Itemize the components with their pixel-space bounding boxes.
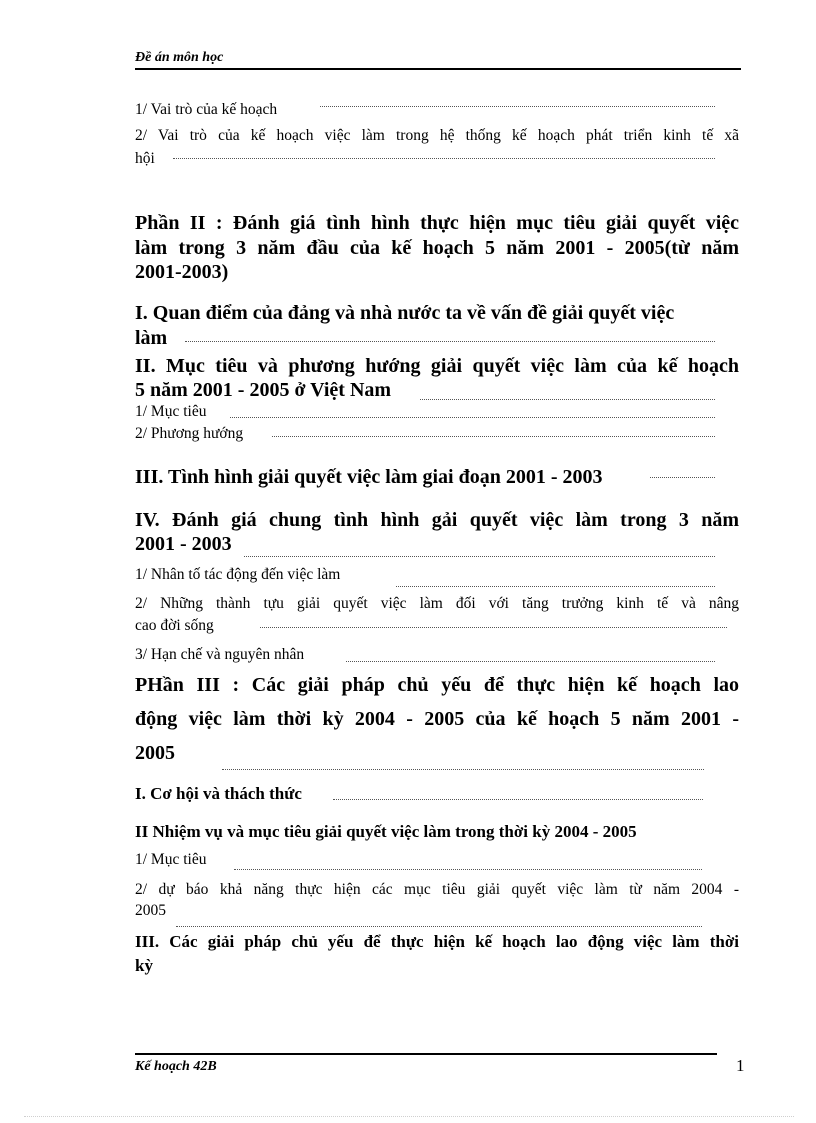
toc-item: hội bbox=[135, 150, 155, 167]
leader-dots bbox=[173, 158, 715, 159]
part-heading: PHần III : Các giải pháp chủ yếu để thực hiện kế hoạch lao bbox=[135, 674, 739, 696]
leader-dots bbox=[222, 769, 704, 770]
toc-item: 2/ Những thành tựu giải quyết việc làm đối với tăng trưởng kinh tế và nâng bbox=[135, 595, 739, 612]
leader-dots bbox=[176, 926, 702, 927]
leader-dots bbox=[420, 399, 715, 400]
page-number: 1 bbox=[736, 1056, 745, 1075]
part-heading: 2005 bbox=[135, 742, 175, 764]
leader-dots bbox=[230, 417, 715, 418]
section-heading: làm bbox=[135, 327, 168, 349]
toc-item: 2/ Vai trò của kế hoạch việc làm trong hệ thống kế hoạch phát triển kinh tế xã bbox=[135, 127, 739, 144]
section-heading: I. Quan điểm của đảng và nhà nước ta về vấn đề giải quyết việc bbox=[135, 302, 675, 324]
leader-dots bbox=[320, 106, 715, 107]
page-header-title: Đề án môn học bbox=[135, 50, 224, 65]
toc-item: 2/ dự báo khả năng thực hiện các mục tiêu giải quyết việc làm từ năm 2004 - bbox=[135, 881, 739, 898]
leader-dots bbox=[333, 799, 703, 800]
page-bottom-border bbox=[24, 1116, 794, 1117]
section-heading: III. Các giải pháp chủ yếu để thực hiện kế hoạch lao động việc làm thời bbox=[135, 932, 739, 951]
part-heading: 2001-2003) bbox=[135, 261, 229, 283]
part-heading: làm trong 3 năm đầu của kế hoạch 5 năm 2001 - 2005(từ năm bbox=[135, 237, 739, 259]
section-heading: II Nhiệm vụ và mục tiêu giải quyết việc làm trong thời kỳ 2004 - 2005 bbox=[135, 822, 637, 841]
leader-dots bbox=[346, 661, 715, 662]
toc-item: 1/ Nhân tố tác động đến việc làm bbox=[135, 566, 341, 583]
section-heading: kỳ bbox=[135, 956, 153, 975]
section-heading: 5 năm 2001 - 2005 ở Việt Nam bbox=[135, 379, 392, 401]
toc-item: 1/ Mục tiêu bbox=[135, 403, 207, 420]
header-rule bbox=[135, 68, 741, 70]
toc-item: 3/ Hạn chế và nguyên nhân bbox=[135, 646, 305, 663]
toc-item: 1/ Vai trò của kế hoạch bbox=[135, 101, 278, 118]
section-heading: III. Tình hình giải quyết việc làm giai đoạn 2001 - 2003 bbox=[135, 466, 603, 488]
section-heading: I. Cơ hội và thách thức bbox=[135, 784, 302, 803]
leader-dots bbox=[396, 586, 715, 587]
leader-dots bbox=[185, 341, 715, 342]
leader-dots bbox=[272, 436, 715, 437]
leader-dots bbox=[650, 477, 715, 478]
footer-rule bbox=[135, 1053, 717, 1055]
section-heading: II. Mục tiêu và phương hướng giải quyết việc làm của kế hoạch bbox=[135, 355, 739, 377]
toc-item: 2005 bbox=[135, 902, 166, 919]
leader-dots bbox=[234, 869, 702, 870]
part-heading: Phần II : Đánh giá tình hình thực hiện mục tiêu giải quyết việc bbox=[135, 212, 739, 234]
footer-text: Kế hoạch 42B bbox=[135, 1059, 217, 1074]
toc-item: 2/ Phương hướng bbox=[135, 425, 244, 442]
leader-dots bbox=[244, 556, 715, 557]
section-heading: 2001 - 2003 bbox=[135, 533, 232, 555]
part-heading: động việc làm thời kỳ 2004 - 2005 của kế hoạch 5 năm 2001 - bbox=[135, 708, 739, 730]
leader-dots bbox=[260, 627, 727, 628]
toc-item: cao đời sống bbox=[135, 617, 214, 634]
section-heading: IV. Đánh giá chung tình hình gải quyết việc làm trong 3 năm bbox=[135, 509, 739, 531]
toc-item: 1/ Mục tiêu bbox=[135, 851, 207, 868]
